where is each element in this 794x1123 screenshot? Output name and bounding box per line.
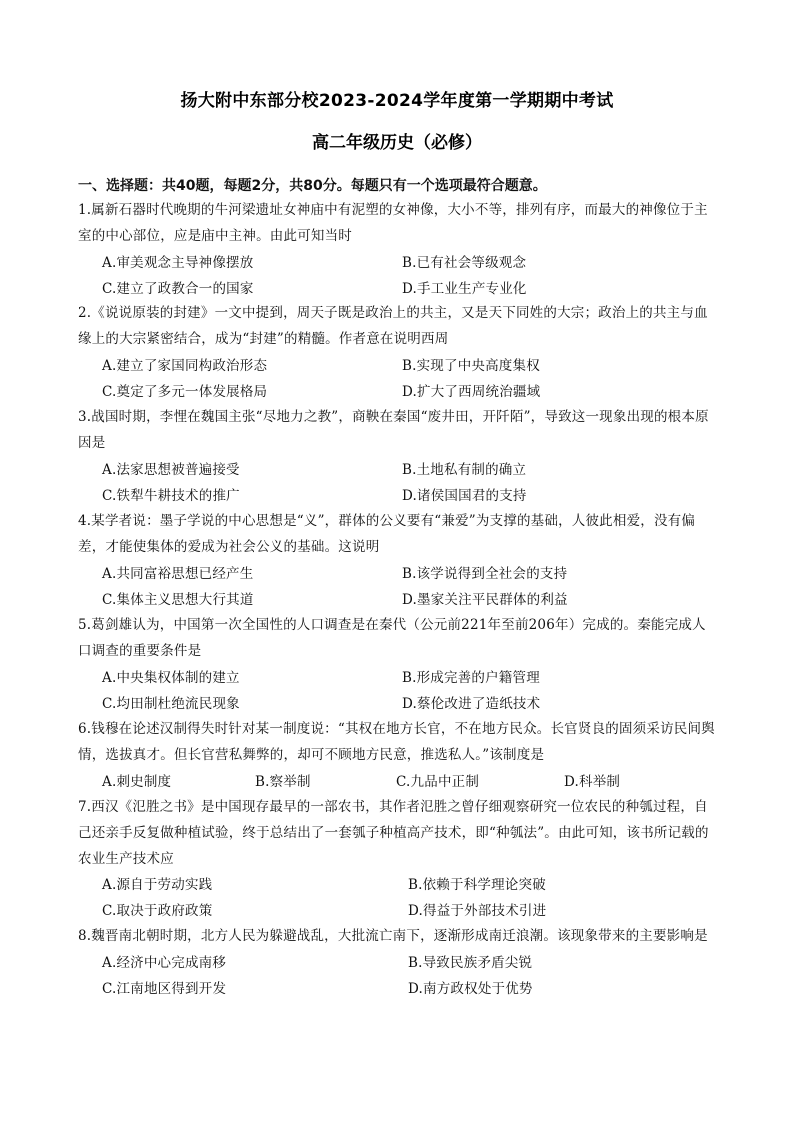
question-6-option-a: A.刺史制度 bbox=[102, 774, 172, 790]
question-3-option-b: B.土地私有制的确立 bbox=[402, 462, 527, 478]
question-7-stem: 7.西汉《氾胜之书》是中国现存最早的一部农书，其作者氾胜之曾仔细观察研究一位农民的种瓠过程，自己还亲手反复做种植试验，终于总结出了一套瓠子种植高产技术，即“种瓠法”。由此可知，该书所记载的农业生产技术应 bbox=[78, 799, 709, 867]
question-6-option-c: C.九品中正制 bbox=[396, 774, 480, 790]
question-8-option-b: B.导致民族矛盾尖锐 bbox=[408, 955, 533, 971]
question-2-option-d: D.扩大了西周统治疆域 bbox=[402, 384, 541, 400]
question-5-option-a: A.中央集权体制的建立 bbox=[102, 670, 240, 686]
exam-title: 扬大附中东部分校2023-2024学年度第一学期期中考试 bbox=[180, 91, 614, 111]
question-5-option-d: D.蔡伦改进了造纸技术 bbox=[402, 696, 541, 712]
question-7-option-b: B.依赖于科学理论突破 bbox=[408, 877, 546, 893]
question-1-option-c: C.建立了政教合一的国家 bbox=[102, 281, 254, 297]
question-4-option-d: D.墨家关注平民群体的利益 bbox=[402, 592, 568, 608]
question-2-option-c: C.奠定了多元一体发展格局 bbox=[102, 384, 268, 400]
question-3-option-c: C.铁犁牛耕技术的推广 bbox=[102, 488, 240, 504]
question-5-stem: 5.葛剑雄认为，中国第一次全国性的人口调查是在秦代（公元前221年至前206年）完成的。秦能完成人口调查的重要条件是 bbox=[78, 617, 706, 659]
question-8-option-a: A.经济中心完成南移 bbox=[102, 955, 227, 971]
question-2-option-b: B.实现了中央高度集权 bbox=[402, 358, 540, 374]
question-5-option-c: C.均田制杜绝流民现象 bbox=[102, 696, 240, 712]
question-2-option-a: A.建立了家国同构政治形态 bbox=[102, 358, 268, 374]
question-8-option-c: C.江南地区得到开发 bbox=[102, 981, 227, 997]
question-1-stem: 1.属新石器时代晚期的牛河梁遗址女神庙中有泥塑的女神像，大小不等，排列有序，而最大的神像位于主室的中心部位，应是庙中主神。由此可知当时 bbox=[78, 202, 708, 244]
question-4-stem: 4.某学者说：墨子学说的中心思想是“义”，群体的公义要有“兼爱”为支撑的基础，人彼此相爱，没有偏差，才能使集体的爱成为社会公义的基础。这说明 bbox=[78, 513, 696, 555]
question-8-stem: 8.魏晋南北朝时期，北方人民为躲避战乱，大批流亡南下，逐渐形成南迁浪潮。该现象带来的主要影响是 bbox=[78, 928, 708, 944]
question-1-option-a: A.审美观念主导神像摆放 bbox=[102, 255, 254, 271]
question-2-stem: 2.《说说原装的封建》一文中提到，周天子既是政治上的共主，又是天下同姓的大宗；政治上的共主与血缘上的大宗紧密结合，成为“封建”的精髓。作者意在说明西周 bbox=[78, 305, 708, 347]
question-3-option-d: D.诸侯国国君的支持 bbox=[402, 488, 527, 504]
exam-subtitle: 高二年级历史（必修） bbox=[312, 133, 482, 153]
question-6-stem: 6.钱穆在论述汉制得失时针对某一制度说：“其权在地方长官，不在地方民众。长官贤良的固须采访民间舆情，选拔真才。但长官营私舞弊的，却可不顾地方民意，推选私人。”该制度是 bbox=[78, 721, 715, 763]
question-4-option-b: B.该学说得到全社会的支持 bbox=[402, 566, 568, 582]
question-4-option-c: C.集体主义思想大行其道 bbox=[102, 592, 254, 608]
section-instruction: 一、选择题：共40题，每题2分，共80分。每题只有一个选项最符合题意。 bbox=[78, 178, 547, 194]
question-3-stem: 3.战国时期，李悝在魏国主张“尽地力之教”，商鞅在秦国“废井田，开阡陌”，导致这一现象出现的根本原因是 bbox=[78, 409, 709, 451]
question-5-option-b: B.形成完善的户籍管理 bbox=[402, 670, 540, 686]
question-6-option-d: D.科举制 bbox=[564, 774, 621, 790]
question-7-option-c: C.取决于政府政策 bbox=[102, 903, 213, 919]
question-6-option-b: B.察举制 bbox=[255, 774, 311, 790]
question-7-option-a: A.源自于劳动实践 bbox=[102, 877, 213, 893]
question-7-option-d: D.得益于外部技术引进 bbox=[408, 903, 547, 919]
question-1-option-b: B.已有社会等级观念 bbox=[402, 255, 527, 271]
question-4-option-a: A.共同富裕思想已经产生 bbox=[102, 566, 254, 582]
question-3-option-a: A.法家思想被普遍接受 bbox=[102, 462, 240, 478]
question-1-option-d: D.手工业生产专业化 bbox=[402, 281, 527, 297]
question-8-option-d: D.南方政权处于优势 bbox=[408, 981, 533, 997]
